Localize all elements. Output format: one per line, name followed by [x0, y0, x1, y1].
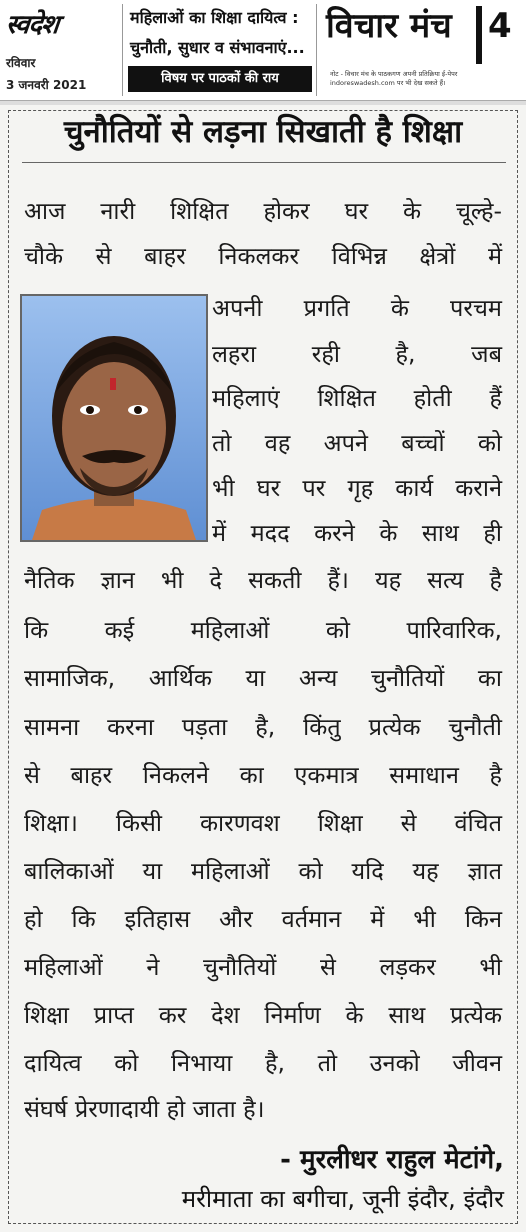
topic-headline-line1: महिलाओं का शिक्षा दायित्व : [130, 8, 299, 27]
section-note: नोट - विचार मंच के पाठकगण अपनी प्रतिक्रिया ई-पेपर indoreswadesh.com पर भी देख सकते हैं। [330, 70, 458, 87]
author-portrait-image [22, 296, 206, 540]
article-line: शिक्षा प्राप्त कर देश निर्माण के साथ प्रत्येक [24, 1001, 502, 1029]
article-line: दायित्व को निभाया है, तो उनको जीवन [24, 1049, 502, 1077]
article-line: संघर्ष प्रेरणादायी हो जाता है। [24, 1095, 265, 1123]
article-line: महिलाओं ने चुनौतियों से लड़कर भी [24, 953, 502, 981]
author-photo [20, 294, 208, 542]
article-line: हो कि इतिहास और वर्तमान में भी किन [24, 905, 502, 933]
author-name: - मुरलीधर राहुल मेटांगे, [280, 1145, 504, 1175]
section-title: विचार मंच [326, 6, 452, 46]
section-bar [476, 6, 482, 64]
article-line: नैतिक ज्ञान भी दे सकती हैं। यह सत्य है [24, 566, 502, 594]
article-line: तो वह अपने बच्चों को [212, 429, 502, 457]
header-divider [122, 4, 123, 96]
article-line: महिलाएं शिक्षित होती हैं [212, 384, 502, 412]
topic-banner: विषय पर पाठकों की राय [128, 66, 312, 92]
newspaper-logo-block [2, 6, 120, 92]
article-line: लहरा रही है, जब [212, 340, 502, 368]
article-line: आज नारी शिक्षित होकर घर के चूल्हे- [24, 197, 502, 225]
header-divider [316, 4, 317, 96]
article-line: में मदद करने के साथ ही [212, 519, 502, 547]
article-line: अपनी प्रगति के परचम [212, 294, 502, 322]
article-title: चुनौतियों से लड़ना सिखाती है शिक्षा [63, 114, 463, 150]
article-line: सामाजिक, आर्थिक या अन्य चुनौतियों का [24, 664, 502, 692]
title-underline [22, 162, 506, 163]
article-line: सामना करना पड़ता है, किंतु प्रत्येक चुनौती [24, 713, 502, 741]
issue-date: 3 जनवरी 2021 [6, 78, 87, 92]
newspaper-logo: स्वदेश [4, 10, 60, 40]
author-address: मरीमाता का बगीचा, जूनी इंदौर, इंदौर [181, 1185, 504, 1213]
issue-day: रविवार [6, 56, 36, 70]
article-line: से बाहर निकलने का एकमात्र समाधान है [24, 761, 502, 789]
masthead [0, 0, 526, 100]
article-line: कि कई महिलाओं को पारिवारिक, [24, 616, 502, 644]
page-number: 4 [488, 6, 512, 46]
article-line: भी घर पर गृह कार्य कराने [212, 474, 502, 502]
article-line: बालिकाओं या महिलाओं को यदि यह ज्ञात [24, 857, 502, 885]
article-line: शिक्षा। किसी कारणवश शिक्षा से वंचित [24, 809, 502, 837]
article-line: चौके से बाहर निकलकर विभिन्न क्षेत्रों में [24, 242, 502, 270]
topic-headline-line2: चुनौती, सुधार व संभावनाएं... [130, 38, 305, 57]
header-rule [0, 100, 526, 105]
